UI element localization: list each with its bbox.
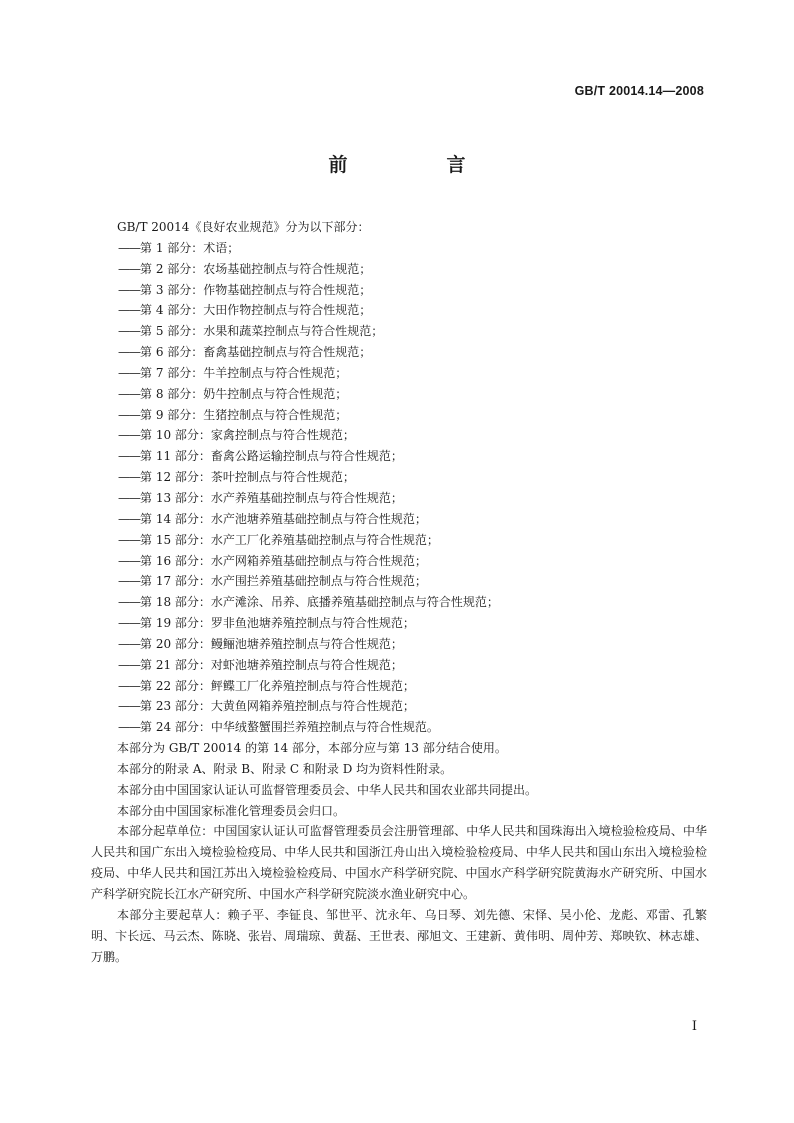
part-label: 第 12 部分：茶叶控制点与符合性规范；	[140, 470, 355, 485]
part-label: 第 7 部分：牛羊控制点与符合性规范；	[140, 365, 348, 380]
part-label: 第 19 部分：罗非鱼池塘养殖控制点与符合性规范；	[140, 616, 415, 631]
list-item	[91, 571, 707, 592]
dash: ——	[118, 720, 140, 735]
paragraph-drafting-units: 本部分起草单位：中国国家认证认可监督管理委员会注册管理部、中华人民共和国珠海出入境检验检疫局、中华人民共和国广东出入境检验检疫局、中华人民共和国浙江舟山出入境检验检疫局、中华人民共和国山东出入境检验检疫局、中华人民共和国江苏出入境检验检疫局、中国水产科学研究院、中国水产科学研究院黄海水产研究所、中国水产科学研究院长江水产研究所、中国水产科学研究院淡水渔业研究中心。	[91, 824, 707, 901]
paragraph-appendices: 本部分的附录 A、附录 B、附录 C 和附录 D 均为资料性附录。	[117, 761, 453, 776]
part-label: 第 6 部分：畜禽基础控制点与符合性规范；	[140, 345, 372, 360]
part-label: 第 3 部分：作物基础控制点与符合性规范；	[140, 282, 372, 297]
list-item	[91, 592, 707, 613]
part-label: 第 8 部分：奶牛控制点与符合性规范；	[140, 386, 348, 401]
list-item	[91, 530, 707, 551]
part-label: 第 15 部分：水产工厂化养殖基础控制点与符合性规范；	[140, 532, 439, 547]
dash: ——	[118, 490, 140, 505]
list-item	[91, 446, 707, 467]
dash: ——	[118, 595, 140, 610]
list-item	[91, 613, 707, 634]
part-label: 第 10 部分：家禽控制点与符合性规范；	[140, 428, 355, 443]
part-label: 第 20 部分：鳗鲡池塘养殖控制点与符合性规范；	[140, 636, 403, 651]
dash: ——	[118, 365, 140, 380]
standard-code: GB/T 20014.14—2008	[574, 84, 704, 98]
dash: ——	[118, 386, 140, 401]
dash: ——	[118, 324, 140, 339]
list-item	[91, 321, 707, 342]
list-item	[91, 300, 707, 321]
part-label: 第 23 部分：大黄鱼网箱养殖控制点与符合性规范；	[140, 699, 415, 714]
list-item	[91, 363, 707, 384]
list-item	[91, 238, 707, 259]
dash: ——	[118, 553, 140, 568]
dash: ——	[118, 636, 140, 651]
part-label: 第 21 部分：对虾池塘养殖控制点与符合性规范；	[140, 657, 403, 672]
part-label: 第 11 部分：畜禽公路运输控制点与符合性规范；	[140, 449, 403, 464]
dash: ——	[118, 407, 140, 422]
list-item	[91, 425, 707, 446]
part-label: 第 17 部分：水产围拦养殖基础控制点与符合性规范；	[140, 574, 427, 589]
dash: ——	[118, 678, 140, 693]
dash: ——	[118, 428, 140, 443]
dash: ——	[118, 282, 140, 297]
list-item	[91, 717, 707, 738]
dash: ——	[118, 240, 140, 255]
paragraph-proposer: 本部分由中国国家认证认可监督管理委员会、中华人民共和国农业部共同提出。	[117, 782, 538, 797]
list-item	[91, 696, 707, 717]
list-item	[91, 384, 707, 405]
dash: ——	[118, 303, 140, 318]
list-item	[91, 280, 707, 301]
list-item	[91, 467, 707, 488]
list-item	[91, 342, 707, 363]
list-item	[91, 551, 707, 572]
foreword-body	[91, 217, 707, 967]
part-label: 第 24 部分：中华绒螯蟹围拦养殖控制点与符合性规范。	[140, 720, 439, 735]
part-label: 第 5 部分：水果和蔬菜控制点与符合性规范；	[140, 324, 384, 339]
paragraph-part-relation: 本部分为 GB/T 20014 的第 14 部分，本部分应与第 13 部分结合使用。	[117, 741, 507, 756]
dash: ——	[118, 449, 140, 464]
part-label: 第 9 部分：生猪控制点与符合性规范；	[140, 407, 348, 422]
part-label: 第 18 部分：水产滩涂、吊养、底播养殖基础控制点与符合性规范；	[140, 595, 499, 610]
list-item	[91, 259, 707, 280]
dash: ——	[118, 657, 140, 672]
dash: ——	[118, 699, 140, 714]
list-item	[91, 509, 707, 530]
dash: ——	[118, 345, 140, 360]
dash: ——	[118, 574, 140, 589]
list-item	[91, 655, 707, 676]
part-label: 第 1 部分：术语；	[140, 240, 240, 255]
dash: ——	[118, 470, 140, 485]
page-number: I	[691, 1019, 697, 1034]
part-label: 第 22 部分：鲆鲽工厂化养殖控制点与符合性规范；	[140, 678, 415, 693]
part-label: 第 2 部分：农场基础控制点与符合性规范；	[140, 261, 372, 276]
paragraph-administrator: 本部分由中国国家标准化管理委员会归口。	[117, 803, 346, 818]
page-title: 前 言	[328, 154, 506, 176]
intro-line: GB/T 20014《良好农业规范》分为以下部分：	[117, 220, 370, 234]
dash: ——	[118, 261, 140, 276]
dash: ——	[118, 532, 140, 547]
list-item	[91, 676, 707, 697]
part-label: 第 4 部分：大田作物控制点与符合性规范；	[140, 303, 372, 318]
list-item	[91, 405, 707, 426]
part-label: 第 13 部分：水产养殖基础控制点与符合性规范；	[140, 490, 403, 505]
paragraph-drafters: 本部分主要起草人：赖子平、李钲良、邹世平、沈永年、乌日琴、刘先德、宋怿、吴小伦、龙彪、邓雷、孔繁明、卞长远、马云杰、陈晓、张岩、周瑞琼、黄磊、王世表、邴旭文、王建新、黄伟明、周仲芳、郑映钦、林志雄、万鹏。	[91, 907, 707, 964]
parts-list	[91, 238, 707, 738]
part-label: 第 14 部分：水产池塘养殖基础控制点与符合性规范；	[140, 511, 427, 526]
dash: ——	[118, 616, 140, 631]
dash: ——	[118, 511, 140, 526]
list-item	[91, 488, 707, 509]
part-label: 第 16 部分：水产网箱养殖基础控制点与符合性规范；	[140, 553, 427, 568]
list-item	[91, 634, 707, 655]
